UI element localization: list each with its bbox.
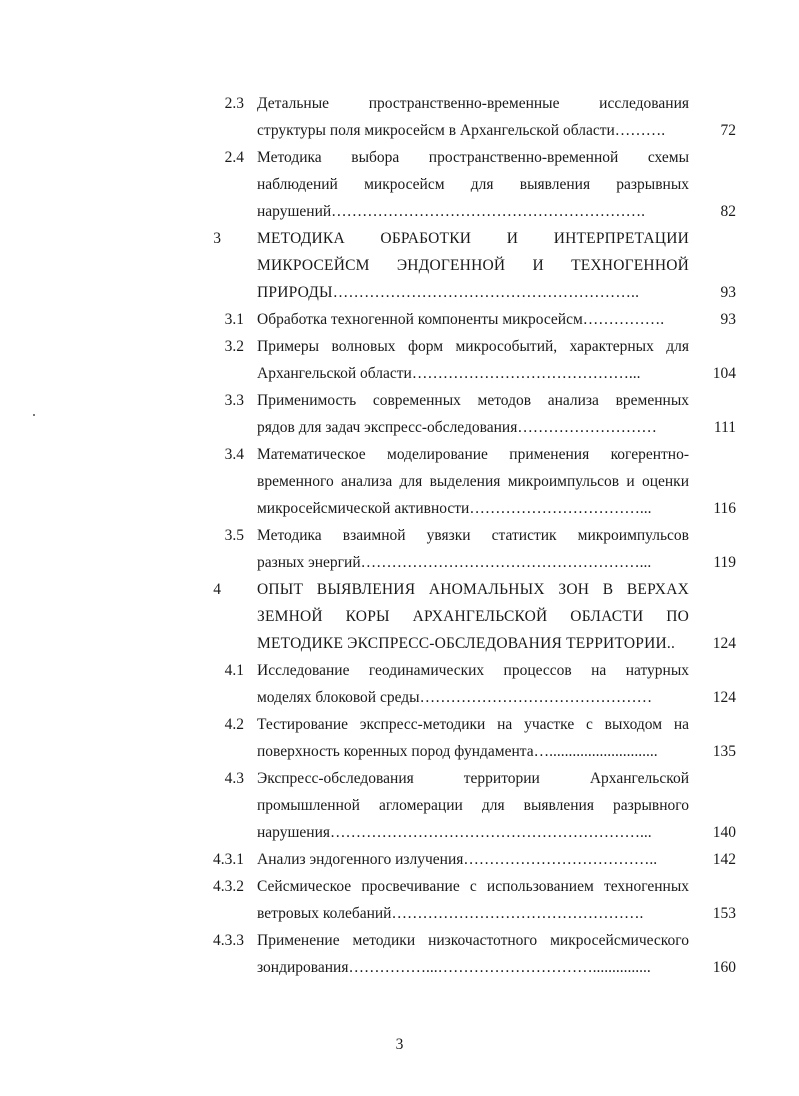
toc-entry-page: 111 xyxy=(713,419,736,436)
toc-entry-line: Математическое моделирование применения когерентно- xyxy=(257,446,689,463)
toc-entry-number: 3 xyxy=(213,230,221,247)
toc-entry-line: зондирования……………...…………………………............... xyxy=(257,959,651,976)
toc-entry-page: 124 xyxy=(712,635,736,652)
toc-entry-title xyxy=(257,441,689,522)
toc-entry-title xyxy=(257,873,689,927)
toc-entry-number: 4.1 xyxy=(224,662,244,679)
toc-entry-line: промышленной агломерации для выявления разрывного xyxy=(257,797,689,814)
toc-entry-line: Архангельской области……………………………………... xyxy=(257,365,641,382)
toc-entry-page: 93 xyxy=(720,311,736,328)
toc-entry-title xyxy=(257,711,689,765)
toc-entry-page: 135 xyxy=(712,743,736,760)
toc-entry-page: 116 xyxy=(713,500,736,517)
toc-entry-number: 3.2 xyxy=(224,338,244,355)
toc-entry-line: Сейсмическое просвечивание с использованием техногенных xyxy=(257,878,689,895)
toc-entry-line: МЕТОДИКЕ ЭКСПРЕСС-ОБСЛЕДОВАНИЯ ТЕРРИТОРИИ.. xyxy=(257,635,676,652)
toc-entry-page: 153 xyxy=(712,905,736,922)
toc-entry-number: 3.3 xyxy=(224,392,244,409)
toc-entry-page: 160 xyxy=(712,959,736,976)
toc-entry-line: ЗЕМНОЙ КОРЫ АРХАНГЕЛЬСКОЙ ОБЛАСТИ ПО xyxy=(257,608,689,625)
toc-entry-line: МЕТОДИКА ОБРАБОТКИ И ИНТЕРПРЕТАЦИИ xyxy=(257,230,689,247)
toc-entry-number: 4.2 xyxy=(224,716,244,733)
toc-entry-page: 119 xyxy=(713,554,736,571)
toc-entry-number: 4.3.1 xyxy=(213,851,244,868)
toc-entry-line: Примеры волновых форм микрособытий, характерных для xyxy=(257,338,689,355)
toc-entry-line: моделях блоковой среды……………………………………… xyxy=(257,689,653,706)
page-number: 3 xyxy=(395,1036,404,1053)
toc-entry-line: Методика выбора пространственно-временной схемы xyxy=(257,149,689,166)
toc-entry-number: 4.3 xyxy=(224,770,244,787)
toc-entry-line: Применение методики низкочастотного микросейсмического xyxy=(257,932,689,949)
toc-entry-line: структуры поля микросейсм в Архангельской области………. xyxy=(257,122,666,139)
toc-entry-line: Анализ эндогенного излучения……………………………….. xyxy=(257,851,658,868)
toc-entry-title xyxy=(257,306,689,333)
toc-entry-page: 124 xyxy=(712,689,736,706)
toc-entry-line: нарушения……………………………………………………... xyxy=(257,824,652,841)
toc-entry-line: временного анализа для выделения микроимпульсов и оценки xyxy=(257,473,689,490)
toc-entry-number: 4.3.3 xyxy=(213,932,244,949)
scan-speck xyxy=(33,414,35,416)
toc-entry-line: МИКРОСЕЙСМ ЭНДОГЕННОЙ И ТЕХНОГЕННОЙ xyxy=(257,257,689,274)
toc-entry-line: разных энергий………………………………………………... xyxy=(257,554,652,571)
toc-entry-page: 140 xyxy=(712,824,736,841)
toc-entry-page: 82 xyxy=(720,203,736,220)
toc-entry-title xyxy=(257,144,689,225)
toc-entry-title xyxy=(257,657,689,711)
toc-entry-line: Экспресс-обследования территории Архангельской xyxy=(257,770,689,787)
toc-entry-title xyxy=(257,225,689,306)
toc-entry-number: 3.5 xyxy=(224,527,244,544)
toc-entry-line: ветровых колебаний…………………………………………. xyxy=(257,905,644,922)
toc-entry-line: Исследование геодинамических процессов на натурных xyxy=(257,662,689,679)
toc-entry-line: наблюдений микросейсм для выявления разрывных xyxy=(257,176,689,193)
toc-entry-page: 104 xyxy=(712,365,736,382)
toc-entry-number: 4 xyxy=(213,581,221,598)
toc-entry-title xyxy=(257,387,689,441)
toc-entry-number: 3.1 xyxy=(224,311,244,328)
toc-entry-number: 2.3 xyxy=(224,95,244,112)
toc-entry-title xyxy=(257,927,689,981)
toc-entry-line: ПРИРОДЫ………………………………………………….. xyxy=(257,284,640,301)
toc-entry-title xyxy=(257,522,689,576)
toc-entry-line: рядов для задач экспресс-обследования……………………… xyxy=(257,419,657,436)
toc-entry-line: Обработка техногенной компоненты микросейсм……………. xyxy=(257,311,665,328)
toc-entry-number: 2.4 xyxy=(224,149,244,166)
toc-entry-line: Тестирование экспресс-методики на участке с выходом на xyxy=(257,716,689,733)
toc-entry-page: 72 xyxy=(720,122,736,139)
toc-entry-line: Применимость современных методов анализа временных xyxy=(257,392,689,409)
toc-entry-title xyxy=(257,333,689,387)
toc-entry-title xyxy=(257,846,689,873)
toc-entry-number: 4.3.2 xyxy=(213,878,244,895)
toc-entry-line: поверхность коренных пород фундамента…............................ xyxy=(257,743,658,760)
toc-entry-page: 93 xyxy=(720,284,736,301)
toc-entry-line: Методика взаимной увязки статистик микроимпульсов xyxy=(257,527,689,544)
toc-entry-title xyxy=(257,90,689,144)
toc-entry-line: ОПЫТ ВЫЯВЛЕНИЯ АНОМАЛЬНЫХ ЗОН В ВЕРХАХ xyxy=(257,581,689,598)
toc-entry-line: нарушений……………………………………………………. xyxy=(257,203,646,220)
toc-entry-page: 142 xyxy=(712,851,736,868)
toc-entry-line: микросейсмической активности……………………………... xyxy=(257,500,652,517)
toc-entry-line: Детальные пространственно-временные исследования xyxy=(257,95,689,112)
toc-entry-number: 3.4 xyxy=(224,446,244,463)
toc-entry-title xyxy=(257,576,689,657)
toc-entry-title xyxy=(257,765,689,846)
